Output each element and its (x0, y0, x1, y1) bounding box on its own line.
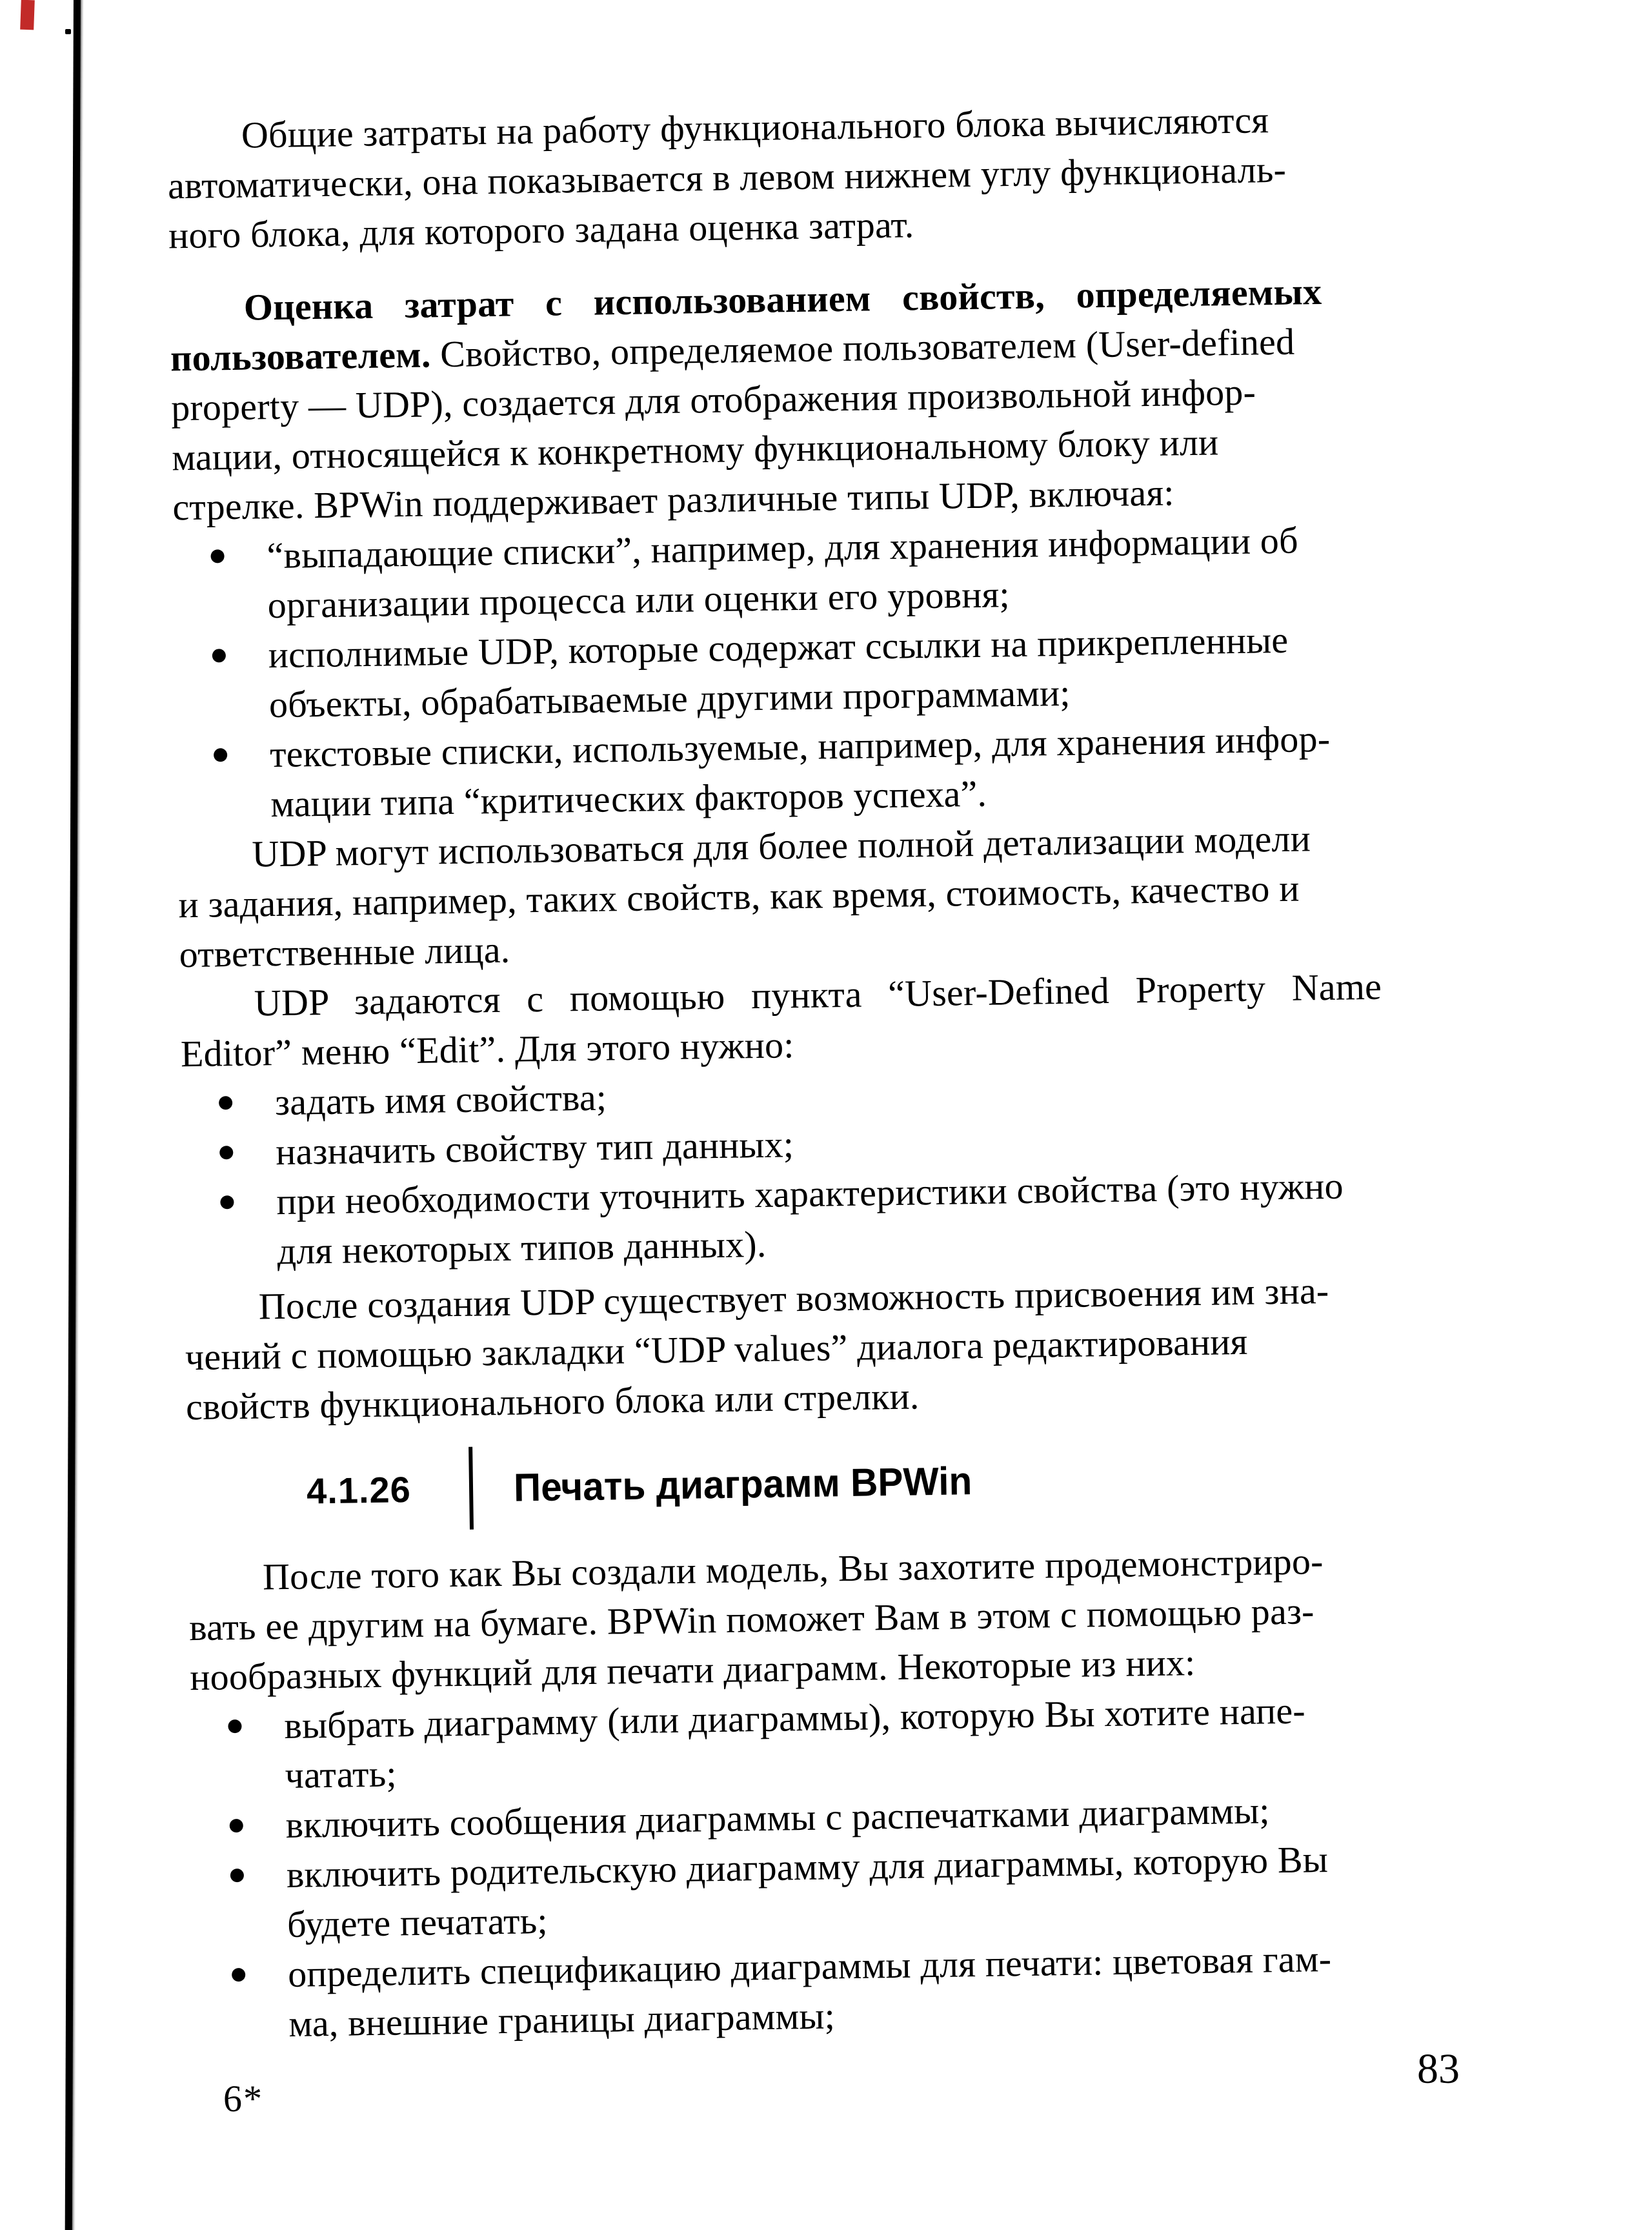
bullet-icon (228, 1719, 241, 1733)
bullet-icon (212, 649, 226, 662)
paragraph-printing-intro: После того как Вы создали модель, Вы захотите продемонстриро- вать ее другим на бумаге. BPWin поможет Вам в этом с помощью раз- нообразных функций для печати диаграмм. Некоторые из них: (188, 1540, 1324, 1699)
list-item (173, 512, 1504, 632)
udp-types-list (173, 512, 1507, 831)
bullet-icon (219, 1146, 233, 1159)
list-item (190, 1683, 1521, 1802)
section-heading (306, 1432, 1517, 1532)
bullet-icon (210, 549, 224, 563)
list-item-text: “выпадающие списки”, например, для хранения информации об организации процесса или оценки его уровня; (267, 519, 1299, 627)
bullet-icon (230, 1869, 244, 1882)
page-number: 83 (1417, 2045, 1460, 2093)
list-item-text: задать имя свойства; (274, 1076, 607, 1124)
paragraph-udp-definition (169, 264, 1502, 532)
list-item-text: при необходимости уточнить характеристики свойства (это нужно для некоторых типов данных). (276, 1164, 1344, 1273)
page-text-block (166, 92, 1524, 2050)
bullet-icon (219, 1096, 232, 1110)
bullet-icon (214, 748, 227, 762)
paragraph-lead-bold: Оценка затрат с использованием свойств, определяемых пользователем. (170, 270, 1322, 380)
printing-features-list (190, 1683, 1525, 2051)
list-item-text: определить спецификацию диаграммы для печати: цветовая гам- ма, внешние границы диаграммы; (287, 1937, 1332, 2045)
section-number: 4.1.26 (306, 1468, 412, 1511)
list-item (174, 612, 1505, 731)
list-item (194, 1931, 1525, 2051)
paragraph-total-costs: Общие затраты на работу функционального блока вычисляются автоматически, она показывается в левом нижнем углу функциональ- ного блока, для которого задана оценка затрат. (167, 99, 1287, 257)
paragraph-udp-editor: UDP задаются с помощью пункта “User-Defined Property Name Editor” меню “Edit”. Для этого нужно: (180, 965, 1382, 1075)
list-item-text: включить родительскую диаграмму для диаграммы, которую Вы будете печатать; (286, 1838, 1329, 1945)
bullet-icon (232, 1968, 245, 1982)
paragraph-udp-usage: UDP могут использоваться для более полной детализации модели и задания, например, таких свойств, как время, стоимость, качество и ответственные лица. (178, 817, 1311, 976)
bullet-icon (220, 1195, 234, 1209)
list-item-text: текстовые списки, используемые, например, для хранения инфор- мации типа “критических факторов успеха”. (269, 717, 1331, 826)
list-item (183, 1159, 1513, 1278)
paragraph-lead-rest: Свойство, определяемое пользователем (User-defined property — UDP), создается для отображения произвольной инфор- мации, относящейся к конкретному функциональному блоку или стрелке. BPWin поддерживает различные типы UDP, включая: (170, 320, 1295, 529)
list-item (192, 1832, 1523, 1951)
list-item-text: выбрать диаграмму (или диаграммы), которую Вы хотите напе- чатать; (283, 1689, 1306, 1796)
list-item-text: включить сообщения диаграммы с распечатками диаграммы; (285, 1789, 1271, 1846)
heading-divider-bar (468, 1447, 474, 1530)
scan-speck (65, 29, 71, 34)
red-edge-mark (20, 0, 35, 30)
printer-signature-mark: 6* (223, 2078, 263, 2120)
section-title: Печать диаграмм BPWin (513, 1458, 972, 1510)
udp-steps-list (181, 1059, 1513, 1278)
paragraph-udp-values: После создания UDP существует возможность присвоения им зна- чений с помощью закладки “UDP values” диалога редактирования свойств функционального блока или стрелки. (185, 1269, 1329, 1428)
list-item (176, 711, 1507, 831)
list-item-text: назначить свойству тип данных; (275, 1123, 794, 1173)
list-item-text: исполнимые UDP, которые содержат ссылки на прикрепленные объекты, обрабатываемые другими программами; (268, 618, 1289, 726)
book-binding-line (65, 0, 81, 2230)
bullet-icon (230, 1819, 243, 1832)
